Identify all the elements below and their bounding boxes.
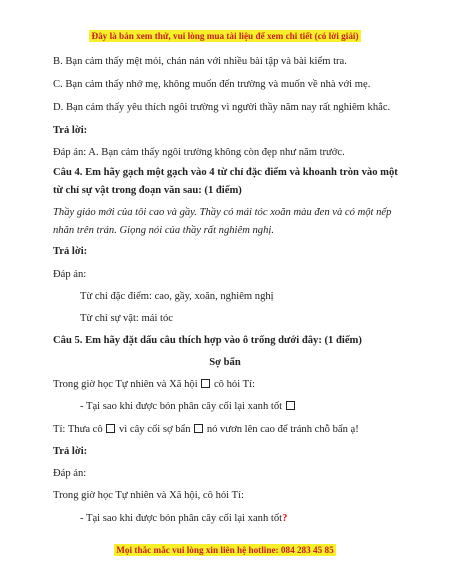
dap-an-label: Đáp án: bbox=[53, 269, 87, 280]
story-line-3: Tí: Thưa cô vì cây cối sợ bẩn nó vươn lên cao để tránh chỗ bẩn ạ! bbox=[53, 424, 359, 435]
story-line-2: - Tại sao khi được bón phân cây cối lại xanh tốt bbox=[80, 400, 296, 413]
blank-box[interactable] bbox=[194, 424, 203, 433]
answer-label: Trả lời: bbox=[53, 125, 88, 136]
answer-line-2: - Tại sao khi được bón phân cây cối lại xanh tốt? bbox=[80, 513, 288, 524]
question-4-line-2: từ chỉ sự vật trong đoạn văn sau: (1 điểm) bbox=[53, 185, 242, 196]
question-5-title: Câu 5. Em hãy đặt dấu câu thích hợp vào ô trống dưới đây: (1 điểm) bbox=[53, 335, 362, 346]
story-line-1: Trong giờ học Tự nhiên và Xã hội cô hỏi Tí: bbox=[53, 379, 255, 390]
answer-text: Đáp án: A. Bạn cảm thấy ngôi trường không còn đẹp như năm trước. bbox=[53, 147, 345, 158]
question-mark: ? bbox=[282, 513, 288, 524]
thing-words: Từ chỉ sự vật: mái tóc bbox=[80, 313, 173, 324]
question-4-line-1: Câu 4. Em hãy gạch một gạch vào 4 từ chỉ đặc điểm và khoanh tròn vào một bbox=[53, 167, 398, 178]
option-c: C. Bạn cảm thấy nhớ mẹ, không muốn đến trường và muốn về nhà với mẹ. bbox=[53, 79, 371, 90]
blank-box[interactable] bbox=[201, 379, 210, 388]
hotline-banner: Mọi thắc mắc vui lòng xin liên hệ hotline: 084 283 45 85 bbox=[116, 545, 334, 555]
answer-line-1: Trong giờ học Tự nhiên và Xã hội, cô hỏi Tí: bbox=[53, 490, 244, 501]
passage-line-2: nhăn trên trán. Giọng nói của thầy rất nghiêm nghị. bbox=[53, 225, 274, 236]
feature-words: Từ chỉ đặc điểm: cao, gầy, xoăn, nghiêm nghị bbox=[80, 291, 274, 302]
story-title: Sợ bẩn bbox=[209, 357, 241, 368]
blank-box[interactable] bbox=[286, 401, 295, 410]
passage-line-1: Thầy giáo mới của tôi cao và gầy. Thầy có mái tóc xoăn màu đen và có một nếp bbox=[53, 207, 392, 218]
answer-label: Trả lời: bbox=[53, 246, 88, 257]
option-d: D. Bạn cảm thấy yêu thích ngôi trường vì người thầy năm nay rất nghiêm khắc. bbox=[53, 102, 391, 113]
answer-label: Trả lời: bbox=[53, 446, 88, 457]
dap-an-label: Đáp án: bbox=[53, 468, 87, 479]
blank-box[interactable] bbox=[106, 424, 115, 433]
preview-banner: Đây là bản xem thử, vui lòng mua tài liệu để xem chi tiết (có lời giải) bbox=[91, 31, 359, 41]
option-b: B. Bạn cảm thấy mệt mỏi, chán nản với nhiều bài tập và bài kiểm tra. bbox=[53, 56, 347, 67]
